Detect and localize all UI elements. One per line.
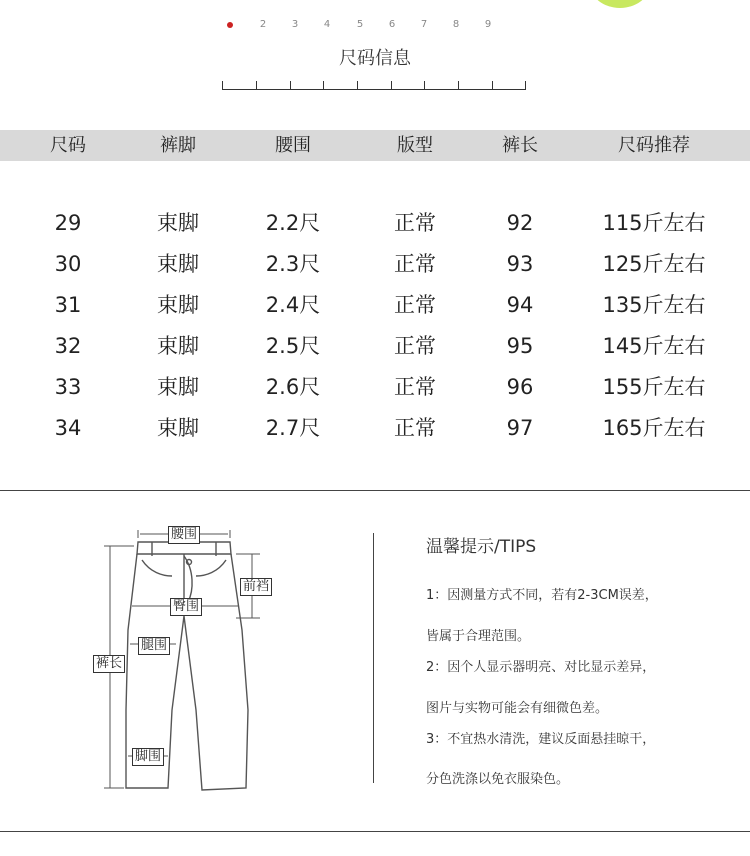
size-table-header [0,130,750,161]
step-number: 9 [484,19,492,30]
table-cell: 2.3尺 [265,252,321,276]
step-number: 4 [323,19,331,30]
table-cell: 32 [54,334,82,358]
table-cell: 33 [54,375,82,399]
table-cell: 145斤左右 [602,334,706,358]
table-cell: 束脚 [157,252,199,276]
table-cell: 93 [506,252,534,276]
table-row [0,326,750,367]
bottom-divider [0,831,750,832]
table-cell: 束脚 [157,334,199,358]
column-header-hem-style: 裤脚 [160,135,196,156]
step-indicator [222,16,532,36]
diagram-label-rise: 前裆 [240,578,272,596]
table-cell: 2.4尺 [265,293,321,317]
table-cell: 29 [54,211,82,235]
table-cell: 97 [506,416,534,440]
table-cell: 2.6尺 [265,375,321,399]
table-row [0,285,750,326]
column-header-length: 裤长 [502,135,538,156]
table-cell: 正常 [394,334,436,358]
table-cell: 束脚 [157,211,199,235]
diagram-label-hip: 臀围 [170,598,202,616]
tip-line: 1：因测量方式不同，若有2-3CM误差， [426,588,658,603]
tip-line: 图片与实物可能会有细微色差。 [426,701,609,716]
table-cell: 束脚 [157,375,199,399]
tip-line: 分色洗涤以免衣服染色。 [426,772,570,787]
table-cell: 95 [506,334,534,358]
step-number: 6 [388,19,396,30]
step-active-dot [227,22,233,28]
table-cell: 正常 [394,252,436,276]
step-number: 8 [452,19,460,30]
diagram-label-waist: 腰围 [168,526,200,544]
table-row [0,244,750,285]
table-cell: 155斤左右 [602,375,706,399]
table-row [0,203,750,244]
table-cell: 31 [54,293,82,317]
table-cell: 束脚 [157,293,199,317]
column-header-recommendation: 尺码推荐 [618,135,690,156]
diagram-label-length: 裤长 [93,655,125,673]
table-row [0,408,750,449]
table-cell: 2.5尺 [265,334,321,358]
column-header-size: 尺码 [50,135,86,156]
diagram-label-thigh: 腿围 [138,637,170,655]
decorative-blob [590,0,650,8]
table-cell: 135斤左右 [602,293,706,317]
section-divider [0,490,750,491]
table-cell: 34 [54,416,82,440]
table-cell: 96 [506,375,534,399]
table-cell: 115斤左右 [602,211,706,235]
table-cell: 30 [54,252,82,276]
table-cell: 正常 [394,293,436,317]
pants-measurement-diagram [90,520,290,800]
step-number: 7 [420,19,428,30]
column-header-fit: 版型 [397,135,433,156]
table-cell: 2.2尺 [265,211,321,235]
table-cell: 165斤左右 [602,416,706,440]
table-cell: 正常 [394,211,436,235]
step-number: 5 [356,19,364,30]
column-header-waist: 腰围 [275,135,311,156]
table-cell: 正常 [394,416,436,440]
tip-line: 3：不宜热水清洗，建议反面悬挂晾干， [426,732,656,747]
step-number: 3 [291,19,299,30]
table-cell: 94 [506,293,534,317]
ruler-decoration [222,78,526,90]
vertical-divider [373,533,374,783]
step-number: 2 [259,19,267,30]
tip-line: 2：因个人显示器明亮、对比显示差异， [426,660,656,675]
table-cell: 2.7尺 [265,416,321,440]
table-cell: 92 [506,211,534,235]
diagram-label-hem: 脚围 [132,748,164,766]
table-row [0,367,750,408]
section-title: 尺码信息 [339,48,411,69]
table-cell: 束脚 [157,416,199,440]
table-cell: 125斤左右 [602,252,706,276]
tips-title: 温馨提示/TIPS [426,537,537,557]
table-cell: 正常 [394,375,436,399]
tip-line: 皆属于合理范围。 [426,629,531,644]
